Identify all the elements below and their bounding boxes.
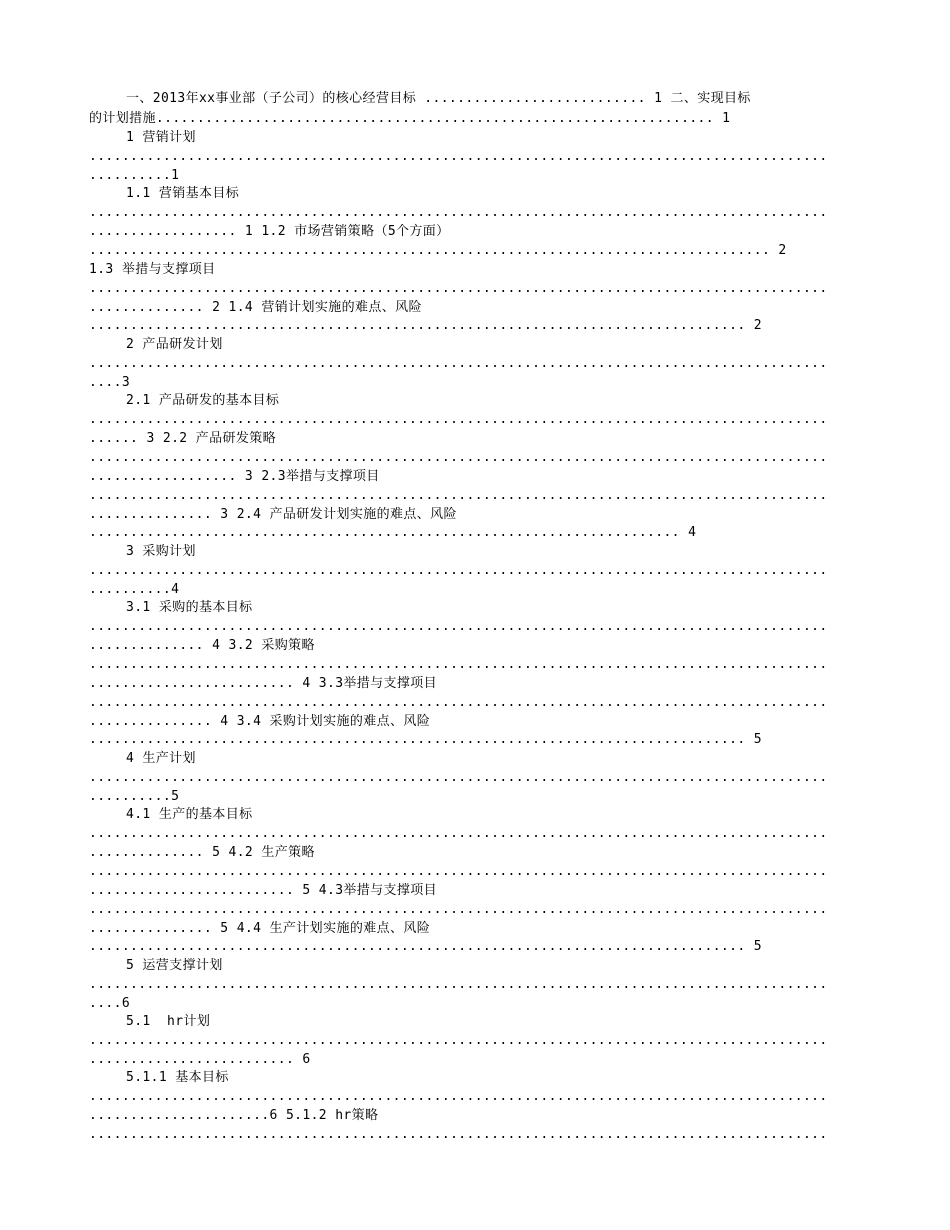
toc-line: ............... 5 4.4 生产计划实施的难点、风险 [89,921,431,936]
toc-leader: .......................................................................................... [89,149,828,164]
toc-line: ......................... 5 4.3举措与支撑项目 [89,883,438,898]
toc-leader: .......................................................................................... [89,450,828,465]
toc-line: ......................... 4 3.3举措与支撑项目 [89,676,438,691]
toc-line: ............... 3 2.4 产品研发计划实施的难点、风险 [89,507,457,522]
toc-heading-2: 2 产品研发计划 [126,337,223,352]
toc-heading-1-3: 1.3 举措与支撑项目 [89,262,216,277]
toc-leader: .......................................................................................... [89,770,828,785]
toc-heading-3: 3 采购计划 [126,544,196,559]
toc-leader: .......................................................................................... [89,977,828,992]
toc-heading-2-1: 2.1 产品研发的基本目标 [126,393,280,408]
toc-heading-5-1: 5.1 hr计划 [126,1014,211,1029]
toc-leader: .......................................................................................... [89,619,828,634]
toc-heading-1-1: 1.1 营销基本目标 [126,186,240,201]
toc-leader: ....3 [89,375,131,390]
toc-leader: .......................................................................................... [89,864,828,879]
toc-leader: ....6 [89,996,131,1011]
toc-line: ...... 3 2.2 产品研发策略 [89,431,276,446]
toc-leader: .......................................................................................... [89,563,828,578]
toc-leader: .......................................................................................... [89,488,828,503]
toc-leader: .......................................................................................... [89,657,828,672]
toc-leader: ..........1 [89,168,180,183]
toc-line: .................. 1 1.2 市场营销策略（5个方面） [89,224,450,239]
toc-line: ............... 4 3.4 采购计划实施的难点、风险 [89,714,431,729]
toc-line: .............. 5 4.2 生产策略 [89,845,315,860]
toc-line: .............. 2 1.4 营销计划实施的难点、风险 [89,300,422,315]
toc-leader: ..........4 [89,582,180,597]
toc-line: ......................6 5.1.2 hr策略 [89,1108,379,1123]
toc-leader: ................................................................................ 2 [89,318,762,333]
toc-heading-5-1-1: 5.1.1 基本目标 [126,1070,229,1085]
toc-leader: .......................................................................................... [89,205,828,220]
toc-leader: .......................................................................................... [89,1033,828,1048]
toc-leader: .......................................................................................... [89,1089,828,1104]
toc-leader: ................................................................................ 5 [89,732,762,747]
toc-line: .................. 3 2.3举措与支撑项目 [89,469,380,484]
toc-leader: ........................................................................ 4 [89,525,697,540]
toc-line-2: 的计划措施.................................................................... 1 [89,111,731,126]
toc-leader: .......................................................................................... [89,356,828,371]
toc-leader: ..........5 [89,789,180,804]
toc-heading-1: 1 营销计划 [126,130,196,145]
toc-leader: .......................................................................................... [89,281,828,296]
toc-leader: .......................................................................................... [89,695,828,710]
toc-line-1: 一、2013年xx事业部（子公司）的核心经营目标 ........................... 1 二、实现目标 [126,91,751,106]
toc-heading-4-1: 4.1 生产的基本目标 [126,807,253,822]
toc-heading-5: 5 运营支撑计划 [126,958,223,973]
toc-leader: ................................................................................ 5 [89,939,762,954]
toc-heading-3-1: 3.1 采购的基本目标 [126,600,253,615]
toc-heading-4: 4 生产计划 [126,751,196,766]
toc-leader: ......................... 6 [89,1052,311,1067]
toc-leader: .......................................................................................... [89,412,828,427]
toc-leader: .......................................................................................... [89,826,828,841]
toc-leader: .......................................................................................... [89,1127,828,1142]
toc-line: .............. 4 3.2 采购策略 [89,638,315,653]
toc-leader: .......................................................................................... [89,902,828,917]
toc-leader: ................................................................................... 2 [89,243,787,258]
